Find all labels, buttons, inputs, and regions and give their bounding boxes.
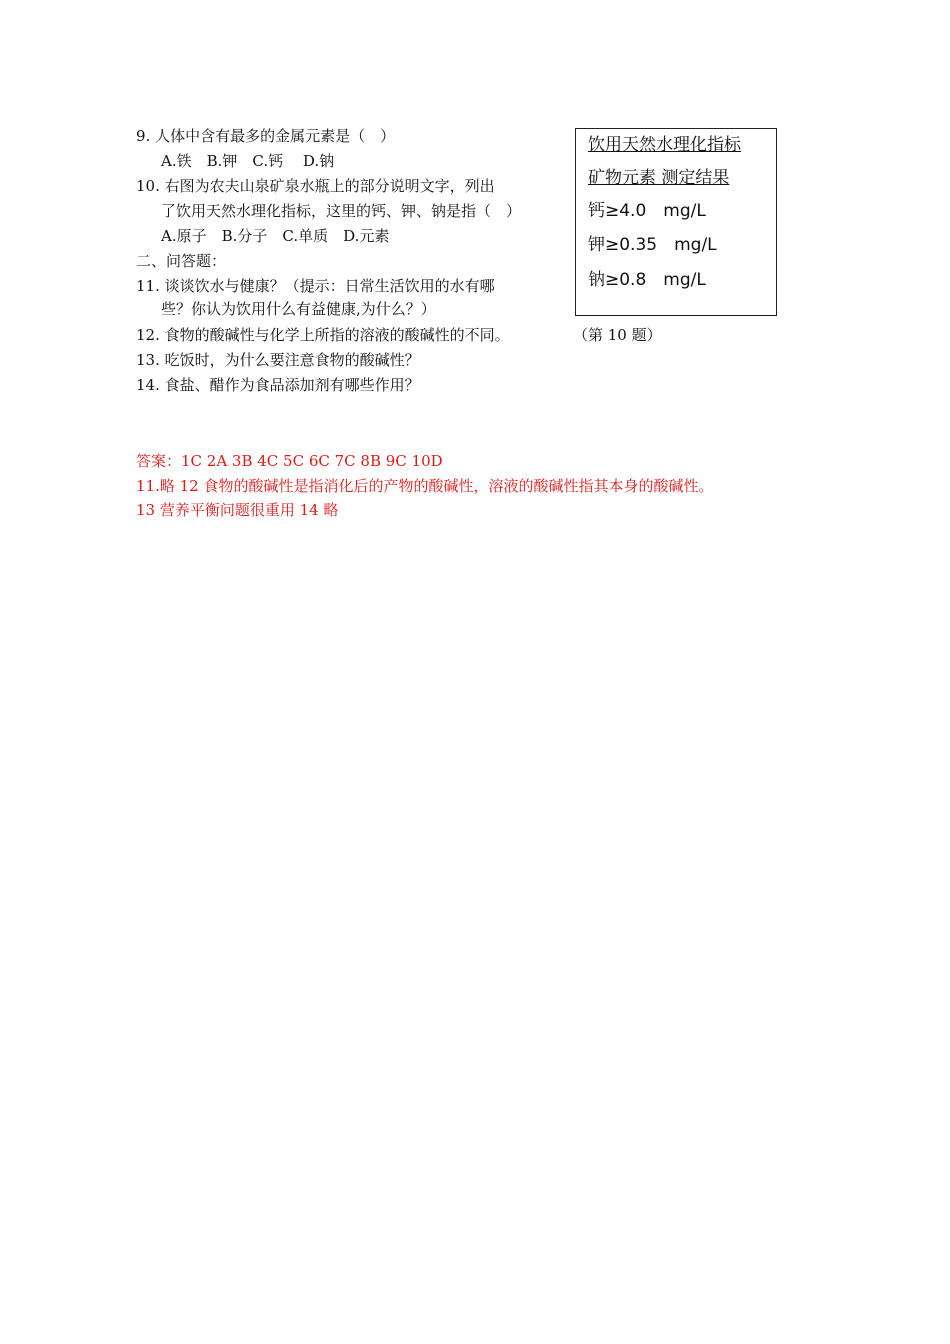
question-11-line-1: 11. 谈谈饮水与健康？（提示：日常生活饮用的水有哪 xyxy=(136,277,495,295)
figure-caption: （第 10 题） xyxy=(573,326,662,344)
question-11-line-2: 些？你认为饮用什么有益健康,为什么？） xyxy=(161,300,436,318)
question-14: 14. 食盐、醋作为食品添加剂有哪些作用？ xyxy=(136,376,420,394)
info-row-calcium: 钙≥4.0 mg/L xyxy=(588,201,706,221)
question-10-line-1: 10. 右图为农夫山泉矿泉水瓶上的部分说明文字，列出 xyxy=(136,177,495,195)
mineral-info-box xyxy=(575,128,777,316)
info-row-sodium: 钠≥0.8 mg/L xyxy=(588,270,706,290)
question-10-line-2: 了饮用天然水理化指标，这里的钙、钾、钠是指（ ） xyxy=(161,202,522,220)
info-box-title-1: 饮用天然水理化指标 xyxy=(588,135,741,155)
answer-line-3: 13 营养平衡问题很重用 14 略 xyxy=(136,501,339,519)
question-9-stem: 9. 人体中含有最多的金属元素是（ ） xyxy=(136,127,396,145)
question-9-options: A.铁 B.钾 C.钙 D.钠 xyxy=(161,152,335,170)
answer-key: 答案：1C 2A 3B 4C 5C 6C 7C 8B 9C 10D xyxy=(136,452,443,470)
info-box-title-2: 矿物元素 测定结果 xyxy=(588,168,730,188)
info-row-potassium: 钾≥0.35 mg/L xyxy=(588,235,717,255)
question-10-options: A.原子 B.分子 C.单质 D.元素 xyxy=(161,227,390,245)
question-12: 12. 食物的酸碱性与化学上所指的溶液的酸碱性的不同。 xyxy=(136,326,510,344)
answer-line-2: 11.略 12 食物的酸碱性是指消化后的产物的酸碱性，溶液的酸碱性指其本身的酸碱性。 xyxy=(136,477,714,495)
question-13: 13. 吃饭时，为什么要注意食物的酸碱性？ xyxy=(136,351,420,369)
section-heading: 二、问答题： xyxy=(136,252,227,270)
